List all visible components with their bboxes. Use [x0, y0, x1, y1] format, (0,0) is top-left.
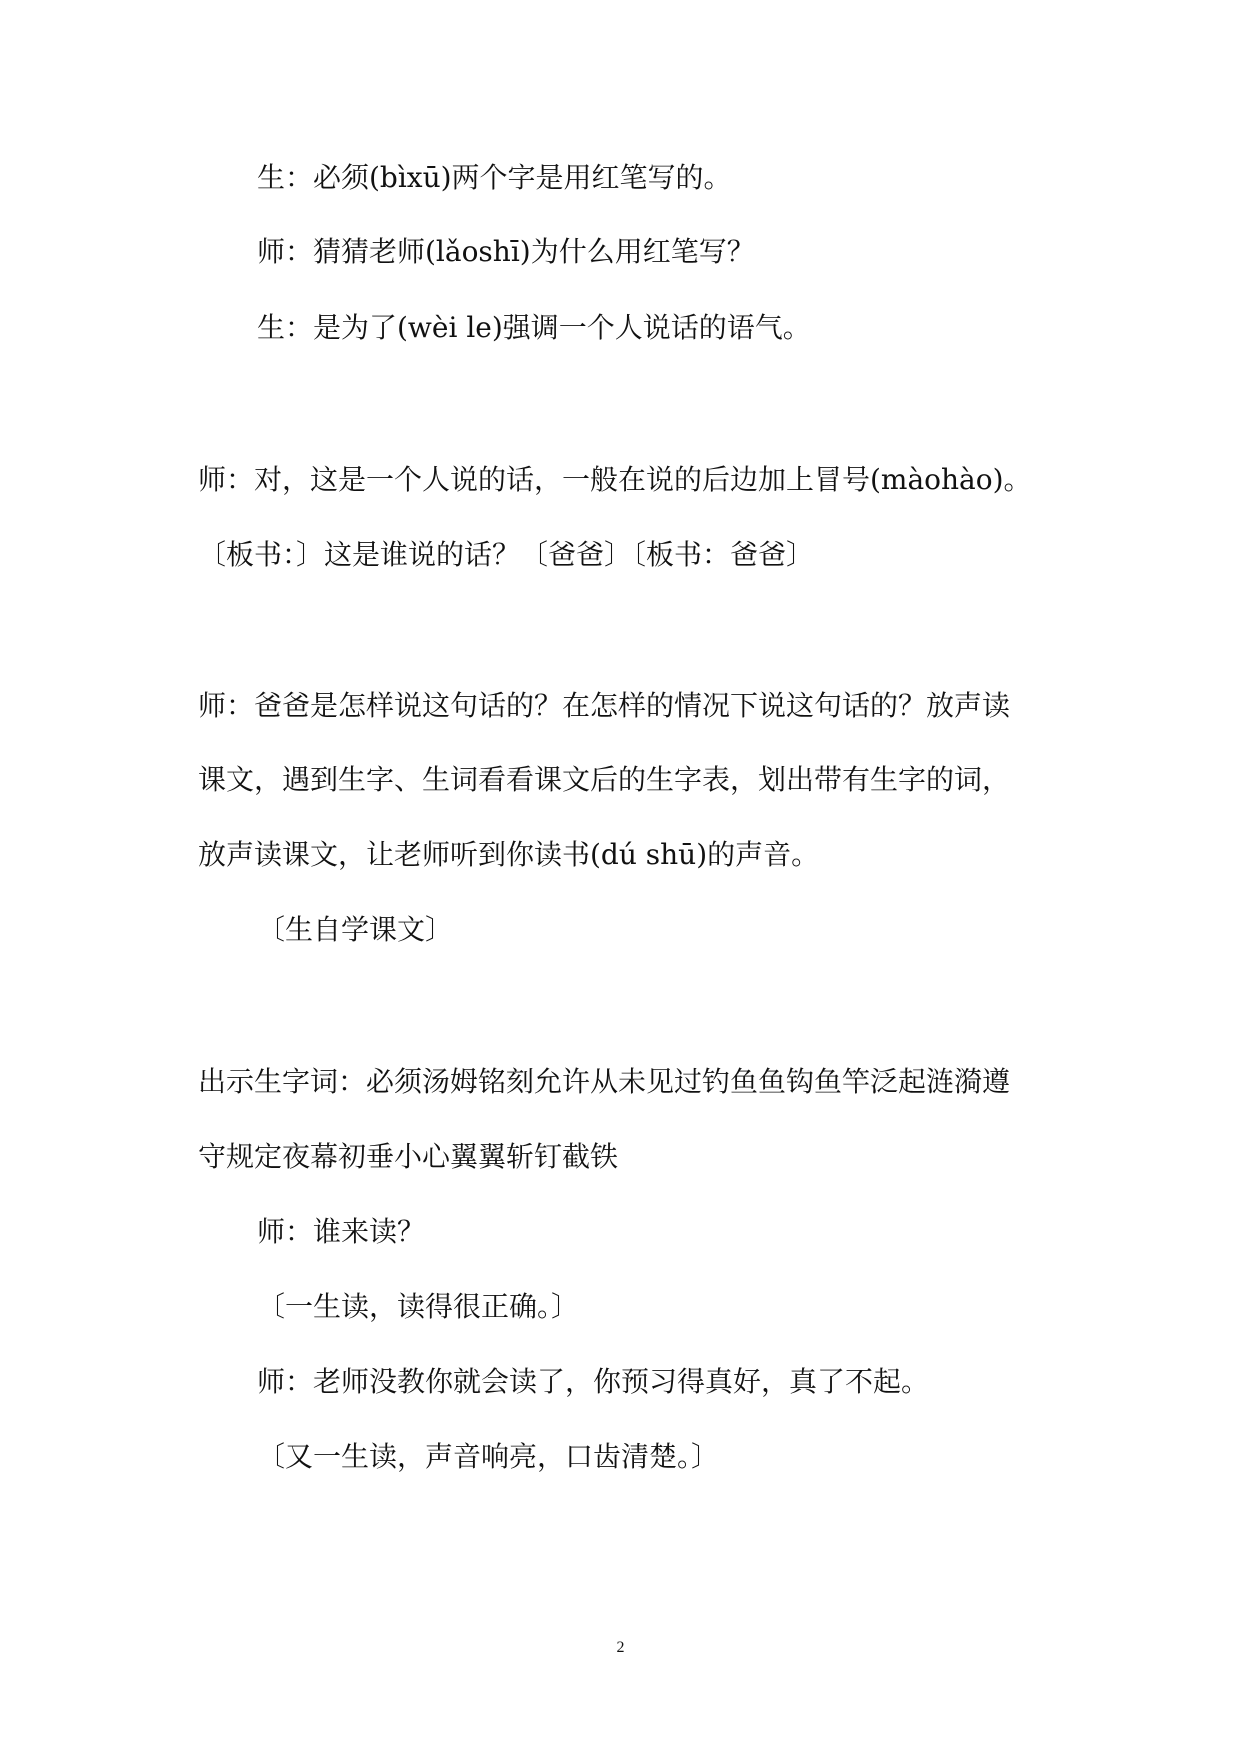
text-line: 放声读课文，让老师听到你读书(dú shū)的声音。 [198, 838, 820, 871]
text-line: 〔板书：〕这是谁说的话？〔爸爸〕〔板书：爸爸〕 [198, 538, 815, 571]
text-line: 师：爸爸是怎样说这句话的？在怎样的情况下说这句话的？放声读 [198, 689, 1011, 722]
text-line: 课文，遇到生字、生词看看课文后的生字表，划出带有生字的词， [198, 763, 1011, 796]
text-line: 师：对，这是一个人说的话，一般在说的后边加上冒号(màohào)。 [198, 463, 1032, 496]
text-line: 生：必须(bìxū)两个字是用红笔写的。 [257, 161, 732, 194]
page-number: 2 [616, 1639, 625, 1656]
text-line: 〔一生读，读得很正确。〕 [257, 1290, 580, 1323]
text-line: 〔生自学课文〕 [257, 913, 454, 946]
text-line: 生：是为了(wèi le)强调一个人说话的语气。 [257, 311, 811, 344]
text-line: 〔又一生读，声音响亮，口齿清楚。〕 [257, 1440, 720, 1473]
text-line: 师：谁来读？ [257, 1215, 426, 1248]
text-line: 师：老师没教你就会读了，你预习得真好，真了不起。 [257, 1365, 930, 1398]
text-line: 出示生字词：必须汤姆铭刻允许从未见过钓鱼鱼钩鱼竿泛起涟漪遵 [198, 1065, 1011, 1098]
text-line: 守规定夜幕初垂小心翼翼斩钉截铁 [198, 1140, 619, 1173]
text-line: 师：猜猜老师(lǎoshī)为什么用红笔写？ [257, 235, 755, 268]
